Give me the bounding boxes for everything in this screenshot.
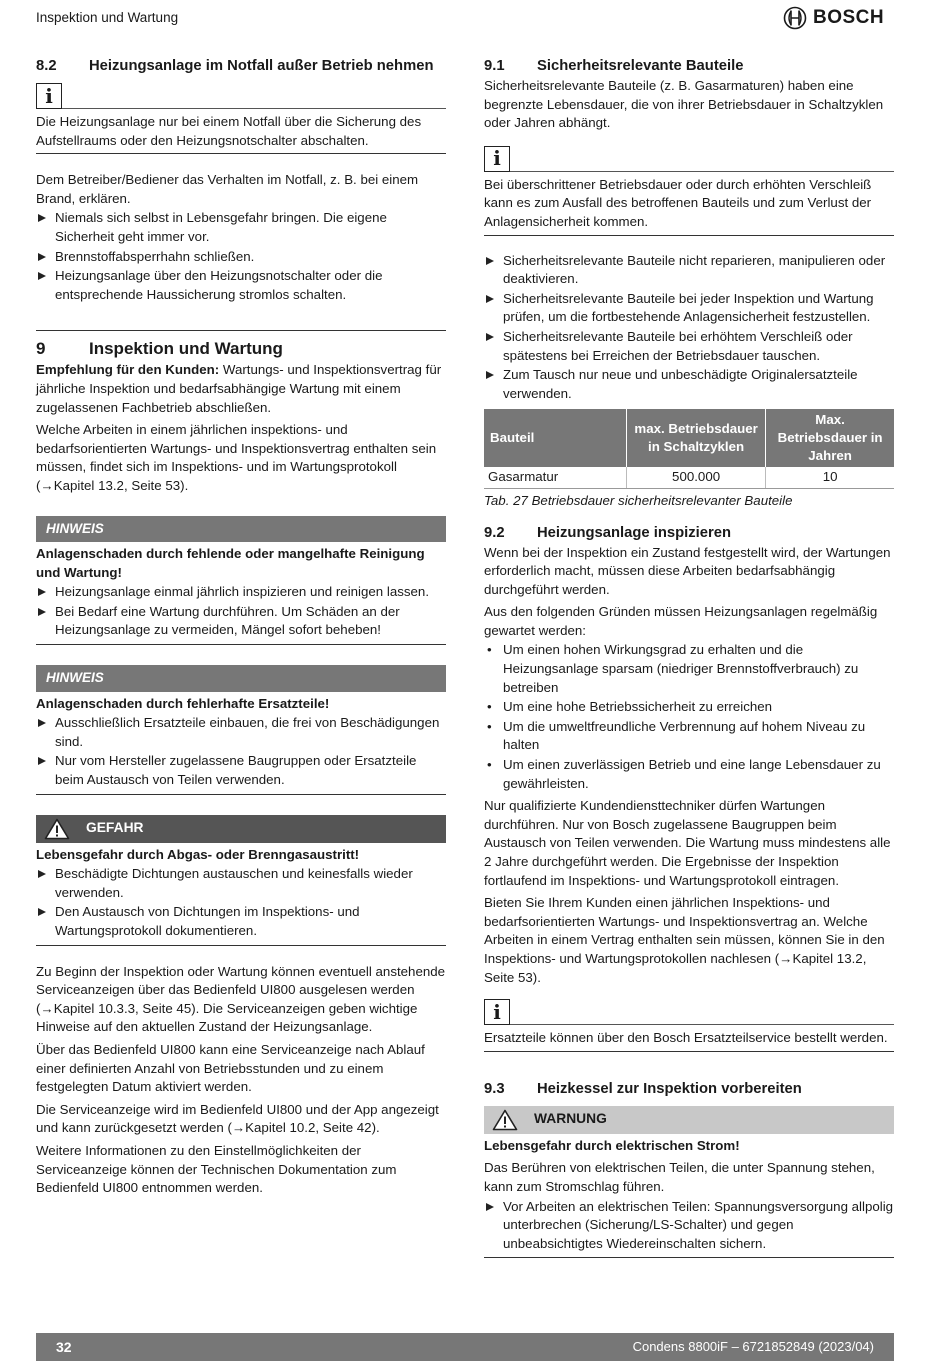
info-box: i Ersatzteile können über den Bosch Ersatzteilservice bestellt werden.: [484, 999, 894, 1052]
warning-label: WARNUNG: [534, 1111, 607, 1127]
recommendation: Empfehlung für den Kunden: Wartungs- und Inspektionsvertrag für jährliche Inspektion und bedarfsabhängige Wartung mit einem zugelassenen Fachbetrieb abschließen.: [36, 362, 442, 415]
list-item: • Um eine hohe Betriebssicherheit zu erreichen: [484, 698, 894, 717]
paragraph: Weitere Informationen zu den Einstellmöglichkeiten der Serviceanzeige können der Technischen Dokumentation zum Bedienfeld UI800 entnommen werden.: [36, 1142, 397, 1196]
notice-label: HINWEIS: [36, 516, 446, 543]
list-item: Nur vom Hersteller zugelassene Baugruppen oder Ersatzteile beim Austausch von Teilen verwenden.: [36, 752, 446, 789]
section-8-2-heading: 8.2 Heizungsanlage im Notfall außer Betrieb nehmen: [36, 58, 434, 74]
left-column: [36, 56, 446, 1198]
paragraph: Aus den folgenden Gründen müssen Heizungsanlagen regelmäßig gewartet werden:: [484, 604, 878, 638]
bosch-logo: [783, 6, 884, 30]
section-9-2-heading: 9.2 Heizungsanlage inspizieren: [484, 524, 732, 541]
reasons-list: [484, 641, 894, 793]
paragraph: Dem Betreiber/Bediener das Verhalten im Notfall, z. B. bei einem Brand, erklären.: [36, 172, 419, 206]
paragraph: Zu Beginn der Inspektion oder Wartung können eventuell anstehende Serviceanzeigen über das Bedienfeld UI800 ausgelesen werden (→Kapitel 10.3.3, Seite 45). Die Serviceanzeigen geben wichtige Hinweise auf den aktuellen Zustand der Heizungsanlage.: [36, 963, 446, 1035]
warning-triangle-icon: [44, 818, 70, 840]
table-row: Gasarmatur 500.000 10: [484, 467, 894, 488]
page-number: 32: [56, 1338, 72, 1355]
paragraph: Nur qualifizierte Kundendiensttechniker dürfen Wartungen durchführen. Nur von Bosch zugelassene Baugruppen beim Austausch von Teilen verwenden. Die Wartung muss mindestens alle 2 Jahre durchgeführt werden. Die Ergebnisse der Inspektion fortlaufend im Inspektions- und Wartungsprotokoll eintragen.: [484, 798, 891, 888]
section-9-3-heading: 9.3 Heizkessel zur Inspektion vorbereiten: [484, 1080, 802, 1097]
document-reference: Condens 8800iF – 6721852849 (2023/04): [632, 1338, 874, 1354]
paragraph: Bieten Sie Ihrem Kunden einen jährlichen Inspektions- und bedarfsorientierten Wartungs- und Inspektionsvertrag an. Welche Arbeiten in einem Vertrag enthalten sein müssen, können Sie in den Inspektions- und Wartungsprotokollen nachlesen (→Kapitel 13.2, Seite 53).: [484, 895, 885, 985]
danger-label: GEFAHR: [86, 820, 144, 836]
paragraph: Die Serviceanzeige wird im Bedienfeld UI800 und der App angezeigt und kann zurückgesetzt werden (→Kapitel 10.2, Seite 42).: [36, 1101, 439, 1136]
list-item: Sicherheitsrelevante Bauteile nicht reparieren, manipulieren oder deaktivieren.: [484, 252, 894, 289]
paragraph: Wenn bei der Inspektion ein Zustand festgestellt wird, der Wartungen erforderlich macht, müssen diese Arbeiten bedarfsabhängig durchgeführt werden.: [484, 544, 891, 597]
list-item: Bei Bedarf eine Wartung durchführen. Um Schäden an der Heizungsanlage zu vermeiden, Mängel sofort beheben!: [36, 603, 446, 640]
list-item: Brennstoffabsperrhahn schließen.: [36, 248, 446, 267]
info-icon: i: [36, 83, 62, 109]
section-9-heading: 9 Inspektion und Wartung: [36, 339, 283, 359]
info-icon: i: [484, 999, 510, 1025]
list-item: Ausschließlich Ersatzteile einbauen, die frei von Beschädigungen sind.: [36, 714, 446, 751]
list-item: Heizungsanlage über den Heizungsnotschalter oder die entsprechende Haussicherung stromlos schalten.: [36, 267, 446, 304]
notice-box: HINWEIS Anlagenschaden durch fehlende oder mangelhafte Reinigung und Wartung! Heizungsanlage einmal jährlich inspizieren und reinigen lassen. Bei Bedarf eine Wartung durchführen. Um Schäden an der Heizungsanlage zu vermeiden, Mängel sofort beheben!: [36, 516, 446, 646]
info-icon: i: [484, 146, 510, 172]
info-box: i Bei überschrittener Betriebsdauer oder durch erhöhten Verschleiß kann es zum Ausfall des betroffenen Bauteils und zum Verlust der Anlagensicherheit kommen.: [484, 146, 894, 236]
instruction-list: [36, 209, 446, 304]
list-item: Sicherheitsrelevante Bauteile bei erhöhtem Verschleiß oder spätestens bei Erreichen der Betriebsdauer tauschen.: [484, 328, 894, 365]
list-item: Sicherheitsrelevante Bauteile bei jeder Inspektion und Wartung prüfen, um die fortbestehende Anlagensicherheit festzustellen.: [484, 290, 894, 327]
warning-triangle-icon: [492, 1109, 518, 1131]
brand-wordmark: BOSCH: [813, 6, 885, 28]
paragraph: Sicherheitsrelevante Bauteile (z. B. Gasarmaturen) haben eine begrenzte Lebensdauer, die von ihrer Betriebsdauer in Schaltzyklen oder Jahren abhängt.: [484, 78, 884, 131]
list-item: Den Austausch von Dichtungen im Inspektions- und Wartungsprotokoll dokumentieren.: [36, 903, 446, 940]
list-item: Zum Tausch nur neue und unbeschädigte Originalersatzteile verwenden.: [484, 366, 894, 403]
list-item: • Um einen hohen Wirkungsgrad zu erhalten und die Heizungsanlage sparsam (niedriger Brennstoffverbrauch) zu betreiben: [484, 641, 894, 697]
section-9-1-heading: 9.1 Sicherheitsrelevante Bauteile: [484, 58, 744, 74]
notice-label: HINWEIS: [36, 665, 446, 692]
table-caption: Tab. 27 Betriebsdauer sicherheitsrelevanter Bauteile: [484, 492, 793, 508]
page-footer: [36, 1333, 894, 1361]
info-box: i Die Heizungsanlage nur bei einem Notfall über die Sicherung des Aufstellraums oder den Heizungsnotschalter abschalten.: [36, 83, 446, 154]
list-item: • Um die umweltfreundliche Verbrennung auf hohem Niveau zu halten: [484, 718, 894, 755]
instruction-list: [484, 252, 894, 404]
running-header: Inspektion und Wartung: [36, 10, 179, 25]
right-column: [484, 56, 894, 1258]
table-header: max. Betriebsdauer in Schaltzyklen: [627, 409, 766, 467]
list-item: • Um einen zuverlässigen Betrieb und eine lange Lebensdauer zu gewährleisten.: [484, 756, 894, 793]
list-item: Heizungsanlage einmal jährlich inspizieren und reinigen lassen.: [36, 583, 446, 602]
table-header: Bauteil: [484, 409, 627, 467]
lifetime-table: [484, 409, 894, 489]
list-item: Niemals sich selbst in Lebensgefahr bringen. Die eigene Sicherheit geht immer vor.: [36, 209, 446, 246]
paragraph: Welche Arbeiten in einem jährlichen inspektions- und bedarfsorientierten Wartungs- und Inspektionsvertrag enthalten sein müssen, findet sich im Inspektions- und im Wartungsprotokoll (→Kapitel 13.2, Seite 53).: [36, 422, 437, 493]
danger-box: GEFAHR Lebensgefahr durch Abgas- oder Brenngasaustritt! Beschädigte Dichtungen austauschen und keinesfalls wieder verwenden. Den Austausch von Dichtungen im Inspektions- und Wartungsprotokoll dokumentieren.: [36, 815, 446, 946]
list-item: Beschädigte Dichtungen austauschen und keinesfalls wieder verwenden.: [36, 865, 446, 902]
notice-box: HINWEIS Anlagenschaden durch fehlerhafte Ersatzteile! Ausschließlich Ersatzteile einbauen, die frei von Beschädigungen sind. Nur vom Hersteller zugelassene Baugruppen oder Ersatzteile beim Austausch von Teilen verwenden.: [36, 665, 446, 795]
paragraph: Über das Bedienfeld UI800 kann eine Serviceanzeige nach Ablauf einer definierten Anzahl von Betriebsstunden und zu einem festgelegten Datum aktiviert werden.: [36, 1041, 425, 1095]
list-item: Vor Arbeiten an elektrischen Teilen: Spannungsversorgung allpolig unterbrechen (Sicherung/LS-Schalter) und gegen unbeabsichtigtes Wiedereinschalten sichern.: [484, 1198, 894, 1254]
bosch-armature-icon: [783, 6, 807, 30]
table-header: Max. Betriebsdauer in Jahren: [766, 409, 894, 467]
warning-box: WARNUNG Lebensgefahr durch elektrischen Strom! Das Berühren von elektrischen Teilen, die unter Spannung stehen, kann zum Stromschlag führen. Vor Arbeiten an elektrischen Teilen: Spannungsversorgung allpolig unterbrechen (Sicherung/LS-Schalter) und gegen unbeabsichtigtes Wiedereinschalten sichern.: [484, 1106, 894, 1259]
